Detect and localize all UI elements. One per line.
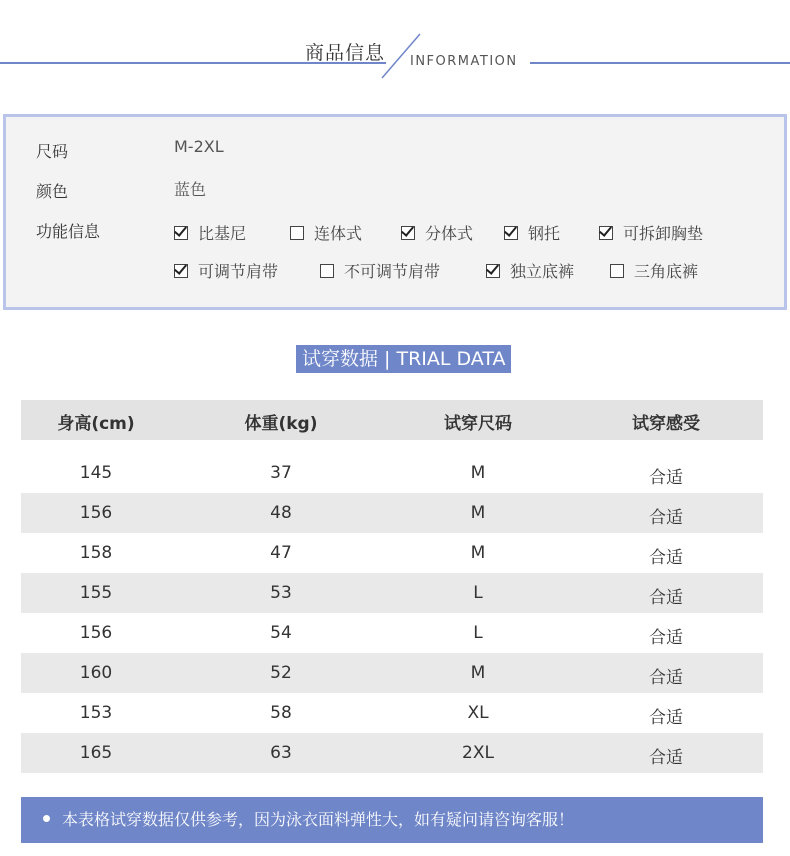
checkbox-icon[interactable]: [599, 226, 613, 240]
table-cell: M: [470, 543, 486, 563]
table-cell: 158: [79, 543, 113, 563]
table-cell: 145: [79, 463, 113, 483]
feature-option-label: 独立底裤: [510, 262, 575, 281]
table-cell: M: [470, 503, 486, 523]
feature-option[interactable]: [174, 259, 278, 282]
table-cell: 47: [270, 543, 292, 563]
table-row: [21, 573, 763, 613]
table-cell: 165: [79, 743, 113, 763]
checkbox-icon[interactable]: [290, 226, 304, 240]
table-cell: M: [470, 463, 486, 483]
color-value: 蓝色: [174, 180, 207, 199]
table-cell: L: [473, 583, 483, 603]
feature-option-label: 比基尼: [198, 224, 247, 243]
table-cell: 合适: [649, 748, 683, 768]
column-header: 试穿感受: [632, 414, 700, 434]
table-cell: 53: [270, 583, 292, 603]
feature-option[interactable]: [401, 221, 473, 244]
feature-option-label: 不可调节肩带: [344, 262, 441, 281]
table-cell: 合适: [649, 708, 683, 728]
checkbox-icon[interactable]: [610, 264, 624, 278]
table-cell: L: [473, 623, 483, 643]
section-title: 商品信息: [305, 42, 386, 64]
table-row: [21, 493, 763, 533]
table-row: [21, 453, 763, 493]
column-header: 体重(kg): [244, 414, 318, 434]
section-subtitle: INFORMATION: [410, 54, 518, 69]
table-cell: 2XL: [462, 743, 494, 763]
checkbox-icon[interactable]: [401, 226, 415, 240]
table-cell: 153: [79, 703, 113, 723]
table-cell: 37: [270, 463, 292, 483]
checkbox-icon[interactable]: [174, 264, 188, 278]
table-cell: 合适: [649, 548, 683, 568]
table-cell: 合适: [649, 468, 683, 488]
table-row: [21, 613, 763, 653]
feature-option[interactable]: [504, 221, 560, 244]
feature-option[interactable]: [320, 259, 440, 282]
disclaimer-banner: [21, 797, 763, 843]
table-cell: 合适: [649, 588, 683, 608]
table-cell: 合适: [649, 628, 683, 648]
table-cell: 63: [270, 743, 292, 763]
table-header: [21, 400, 763, 440]
table-cell: 52: [270, 663, 292, 683]
feature-option-label: 钢托: [528, 224, 561, 243]
table-row: [21, 533, 763, 573]
table-row: [21, 733, 763, 773]
table-cell: 156: [79, 623, 113, 643]
table-cell: 合适: [649, 508, 683, 528]
feature-option[interactable]: [610, 259, 698, 282]
table-cell: 58: [270, 703, 292, 723]
feature-option[interactable]: [290, 221, 362, 244]
color-label: 颜色: [36, 182, 69, 201]
feature-option-label: 可调节肩带: [198, 262, 279, 281]
table-cell: 155: [79, 583, 113, 603]
checkbox-icon[interactable]: [320, 264, 334, 278]
feature-option[interactable]: [174, 221, 246, 244]
header-line-right: [530, 62, 790, 64]
table-cell: 合适: [649, 668, 683, 688]
size-label: 尺码: [36, 142, 69, 161]
feature-option-label: 分体式: [425, 224, 474, 243]
table-cell: XL: [467, 703, 489, 723]
table-row: [21, 693, 763, 733]
table-cell: 160: [79, 663, 113, 683]
checkbox-icon[interactable]: [486, 264, 500, 278]
table-cell: 156: [79, 503, 113, 523]
feature-option[interactable]: [486, 259, 574, 282]
trial-data-title: 试穿数据 | TRIAL DATA: [296, 345, 511, 373]
disclaimer-text: 本表格试穿数据仅供参考，因为泳衣面料弹性大，如有疑问请咨询客服！: [62, 810, 575, 829]
feature-option-label: 三角底裤: [634, 262, 699, 281]
table-cell: M: [470, 663, 486, 683]
feature-option[interactable]: [599, 221, 703, 244]
feature-option-label: 可拆卸胸垫: [623, 224, 704, 243]
size-value: M-2XL: [174, 137, 224, 156]
checkbox-icon[interactable]: [174, 226, 188, 240]
checkbox-icon[interactable]: [504, 226, 518, 240]
bullet-icon: [43, 815, 50, 822]
table-cell: 54: [270, 623, 292, 643]
column-header: 试穿尺码: [444, 414, 512, 434]
table-cell: 48: [270, 503, 292, 523]
feature-label: 功能信息: [36, 222, 101, 241]
table-row: [21, 653, 763, 693]
feature-option-label: 连体式: [314, 224, 363, 243]
product-info-box: [3, 114, 787, 310]
column-header: 身高(cm): [57, 414, 135, 434]
